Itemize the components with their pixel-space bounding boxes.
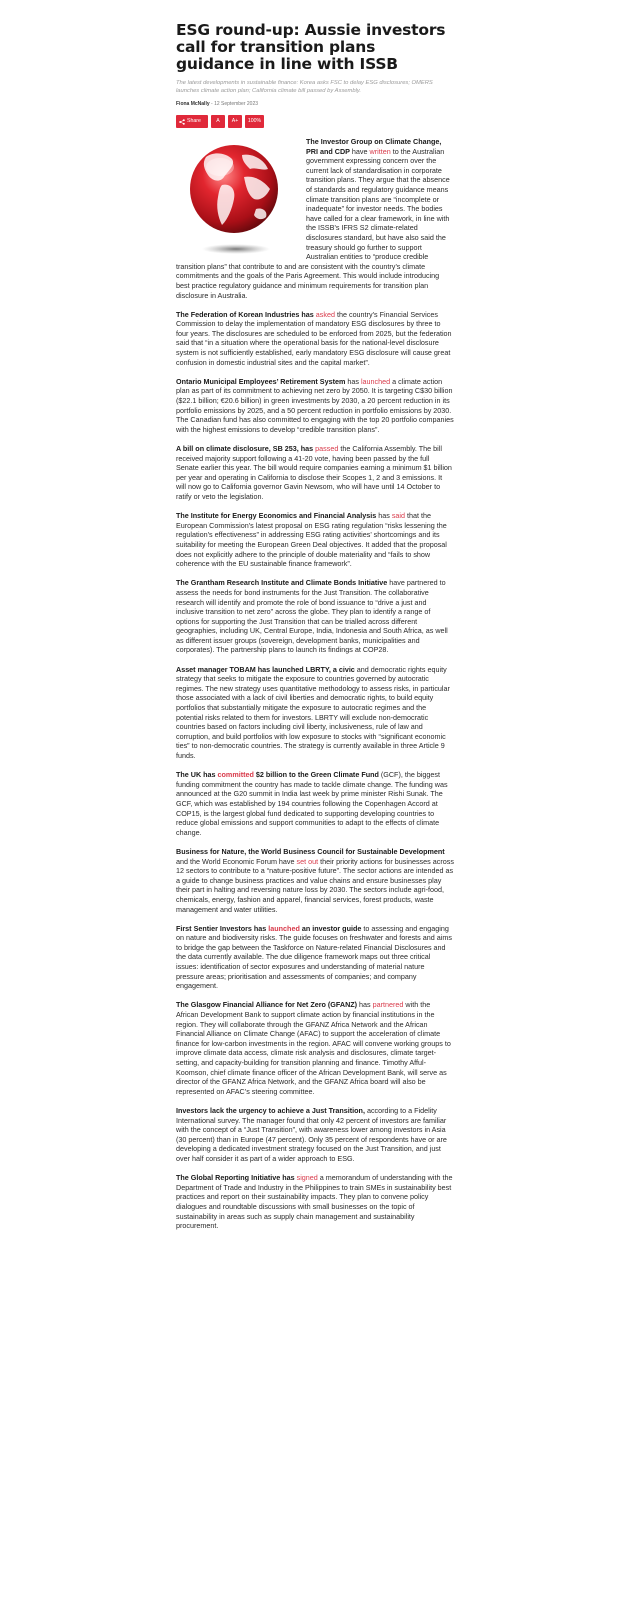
share-button-label: Share — [187, 118, 201, 124]
paragraph-lead: The Glasgow Financial Alliance for Net Zero (GFANZ) — [176, 1000, 358, 1010]
paragraph-lead: The Global Reporting Initiative has — [176, 1173, 295, 1183]
paragraph-text: the country’s Financial Services Commission to delay the implementation of mandatory ESG disclosures by three to four years. The disclosures are scheduled to be enforced from 2025, but the federation said that “in a situation where the operational basis for the national-level disclosure system is not sufficiently established, early mandatory ESG disclosure will cause great confusion in domestic industrial sites and the capital market”. — [176, 309, 452, 367]
article-paragraph — [176, 1000, 454, 1096]
paragraph-link[interactable]: passed — [315, 444, 339, 453]
paragraph-link[interactable]: partnered — [372, 1000, 404, 1010]
paragraph-lead: First Sentier Investors has — [176, 923, 267, 933]
article-paragraph — [176, 1106, 454, 1164]
paragraph-text: that the European Commission’s latest proposal on ESG rating regulation “risks lessening the regulation’s effectiveness” in addressing ESG rating activities’ shortcomings and its suitability for meeting the European Green Deal objectives. It added that the proposal does not explicitly adhere to the principle of double materiality and “fails to show coherence with the EU sustainable finance framework”. — [176, 511, 447, 569]
paragraph-text: has — [345, 376, 361, 386]
share-icon — [179, 119, 185, 125]
paragraph-lead: The Federation of Korean Industries has — [176, 309, 314, 319]
paragraph-link[interactable]: asked — [315, 309, 335, 319]
paragraph-link[interactable]: written — [369, 146, 391, 156]
paragraph-lead: $2 billion to the Green Climate Fund — [253, 770, 379, 780]
paragraph-text: to assessing and engaging on nature and biodiversity risks. The guide focuses on freshwater and forests and aims to bridge the gap between the Taskforce on Nature-related Financial Disclosures and the data currently available. The due diligence framework maps out three critical issues: identification of sector exposures and understanding of material nature pressure areas; prioritisation and assessments of companies; and company engagement. — [176, 923, 452, 991]
article-paragraph — [176, 511, 454, 569]
article-paragraph — [176, 1173, 454, 1231]
paragraph-text: the California Assembly. The bill received majority support following a 41-20 vote, having been passed by the full Senate earlier this year. The bill would require companies earning a minimum $1 billion per year and operating in California to disclose their Scopes 1, 2 and 3 emissions. It will now go to California governor Gavin Newsom, who will have until 14 October to ratify or veto the legislation. — [176, 444, 452, 501]
article-toolbar — [176, 115, 454, 128]
article-paragraph — [176, 310, 454, 368]
byline-separator: - — [209, 101, 215, 107]
paragraph-lead: Asset manager TOBAM has launched LBRTY, a civic — [176, 664, 355, 674]
paragraph-lead: A bill on climate disclosure, SB 253, has — [176, 444, 314, 453]
article-body — [176, 137, 454, 1231]
paragraph-text: and democratic rights equity strategy that seeks to mitigate the exposure to countries governed by autocratic regimes. The new strategy uses quantitative methodology to assess risks, in particular those associated with a lack of civil liberties and democratic rights, to build equity portfolios that substantially mitigate the exposure to autocratic regimes and the potential risks related to them for investors. LBRTY will exclude non-democratic countries based on factors including civil liberty, inclusiveness, rule of law and corruption, and build portfolios with low exposure to stocks with “significant economic ties” to non-democratic countries. The strategy is currently available in three Article 9 funds. — [176, 664, 450, 760]
paragraph-lead: The Institute for Energy Economics and Financial Analysis — [176, 511, 377, 521]
paragraph-text: their priority actions for businesses across 12 sectors to contribute to a “nature-positive future”. The sector actions are intended as a guide to change business practices and value chains and ensure businesses play their part in halting and reversing nature loss by 2030. The sectors include agri-food, chemicals, energy, fashion and apparel, financial services, forest products, waste management and water utilities. — [176, 856, 454, 914]
article-title: ESG round-up: Aussie investors call for transition plans guidance in line with ISSB — [176, 21, 446, 73]
paragraph-lead: The UK has — [176, 770, 216, 780]
article-paragraph — [176, 444, 454, 502]
font-decrease-button[interactable]: A — [211, 115, 225, 128]
paragraph-text: and the World Economic Forum have — [176, 856, 297, 866]
paragraph-link[interactable]: committed — [217, 770, 254, 780]
paragraph-text: a memorandum of understanding with the Department of Trade and Industry in the Philippines to train SMEs in sustainability best practices and report on their sustainability impacts. They plan to convene policy dialogues and roundtable discussions with small businesses on the topic of sustainability in areas such as supply chain management and sustainability procurement. — [176, 1173, 453, 1231]
paragraph-lead: Investors lack the urgency to achieve a Just Transition, — [176, 1105, 365, 1115]
article-standfirst: The latest developments in sustainable finance: Korea asks FSC to delay ESG disclosures; OMERS launches climate action plan; California climate bill passed by Assembly. — [176, 80, 433, 94]
paragraph-text: a climate action plan as part of its commitment to achieving net zero by 2050. It is targeting C$30 billion ($22.1 billion; €20.6 billion) in green investments by 2030, a 20 percent reduction in its portfolio emissions by 2025, and a 50 percent reduction in portfolio emissions by 2030. The Canadian fund has also committed to engaging with the top 20 portfolio companies with the highest emissions to develop “credible transition plans”. — [176, 376, 454, 434]
zoom-level-button[interactable]: 100% — [245, 115, 264, 128]
paragraph-lead: Business for Nature, the World Business Council for Sustainable Development — [176, 846, 445, 856]
article-paragraph — [176, 770, 454, 837]
article-paragraph — [176, 377, 454, 435]
paragraph-lead: an investor guide — [299, 923, 362, 933]
paragraph-link[interactable]: launched — [268, 923, 300, 933]
globe-image — [176, 137, 298, 259]
share-button[interactable] — [176, 115, 208, 128]
article — [176, 22, 454, 1240]
article-paragraph — [176, 924, 454, 991]
paragraph-link[interactable]: signed — [296, 1173, 318, 1183]
paragraph-text: have — [349, 146, 370, 156]
paragraph-text: have partnered to assess the needs for bond instruments for the Just Transition. The collaborative research will identify and promote the role of bond issuance to “drive a just and inclusive transition to net zero” across the globe. They plan to identify a range of options for supporting the Just Transition that can be trialled across different geographies, including UK, Central Europe, India, Indonesia and South Africa, as well as different issuer groups (sovereign, development banks, municipalities and corporates). The partnership plans to launch its findings at COP28. — [176, 578, 448, 655]
paragraph-lead: The Investor Group on Climate Change, PRI and CDP — [306, 137, 442, 156]
paragraph-link[interactable]: launched — [360, 376, 391, 386]
red-globe-illustration — [176, 137, 298, 259]
paragraph-text: to the Australian government expressing concern over the current lack of standardisation in corporate transition plans. They argue that the absence of standards and regulatory guidance means climate transition plans are “incomplete or inadequate” for investor needs. The bodies have called for a clear framework, in line with the ISSB’s IFRS S2 climate-related disclosures standard, but have also said the treasury should go further to support Australian entities to “produce credible transition plans” that contribute to and are consistent with the country’s climate commitments and the goals of the Paris Agreement. This would include introducing best practice regulatory guidance and minimum requirements for transition plan disclosure in Australia. — [176, 146, 450, 300]
paragraph-text: with the African Development Bank to support climate action by financial institutions in the region. They will collaborate through the GFANZ Africa Network and the African Financial Alliance on Climate Change (AFAC) to support the acceleration of climate finance for low-carbon investments in the region. AFAC will convene working groups to improve climate data access, climate risk analysis and disclosures, climate target-setting, and capacity-building for transition planning and finance. Timothy Afful-Koomson, chief climate finance officer of the African Development Bank, will serve as director of the GFANZ Africa Network, and the GFANZ Africa board will also be represented on AFAC’s steering committee. — [176, 1000, 451, 1096]
paragraph-lead: Ontario Municipal Employees’ Retirement System — [176, 376, 346, 386]
paragraph-text: has — [357, 1000, 373, 1010]
paragraph-text: according to a Fidelity International survey. The manager found that only 42 percent of investors are familiar with the concept of a “Just Transition”, with awareness lower among investors in Asia (30 percent) than in Europe (47 percent). Only 35 percent of respondents have or are developing a dedicated investment strategy focused on the Just Transition, and just over half consider it as part of a wider approach to ESG. — [176, 1105, 447, 1163]
paragraph-lead: The Grantham Research Institute and Climate Bonds Initiative — [176, 578, 388, 588]
author-link[interactable]: Fiona McNally — [176, 101, 210, 107]
paragraph-text: has — [376, 511, 392, 521]
article-paragraph — [176, 665, 454, 761]
paragraph-list — [176, 137, 454, 1231]
paragraph-link[interactable]: set out — [296, 856, 319, 866]
article-paragraph — [176, 847, 454, 914]
font-increase-button[interactable]: A+ — [228, 115, 242, 128]
article-paragraph — [176, 578, 454, 655]
paragraph-link[interactable]: said — [391, 511, 406, 521]
publish-date: 12 September 2023 — [214, 101, 258, 107]
paragraph-text: (GCF), the biggest funding commitment the country has made to tackle climate change. The funding was announced at the G20 summit in India last week by prime minister Rishi Sunak. The GCF, which was established by 194 countries following the Copenhagen Accord at COP15, is the largest global fund dedicated to supporting developing countries to reduce global emissions and support communities to adapt to the effects of climate change. — [176, 770, 448, 837]
byline — [176, 101, 454, 108]
